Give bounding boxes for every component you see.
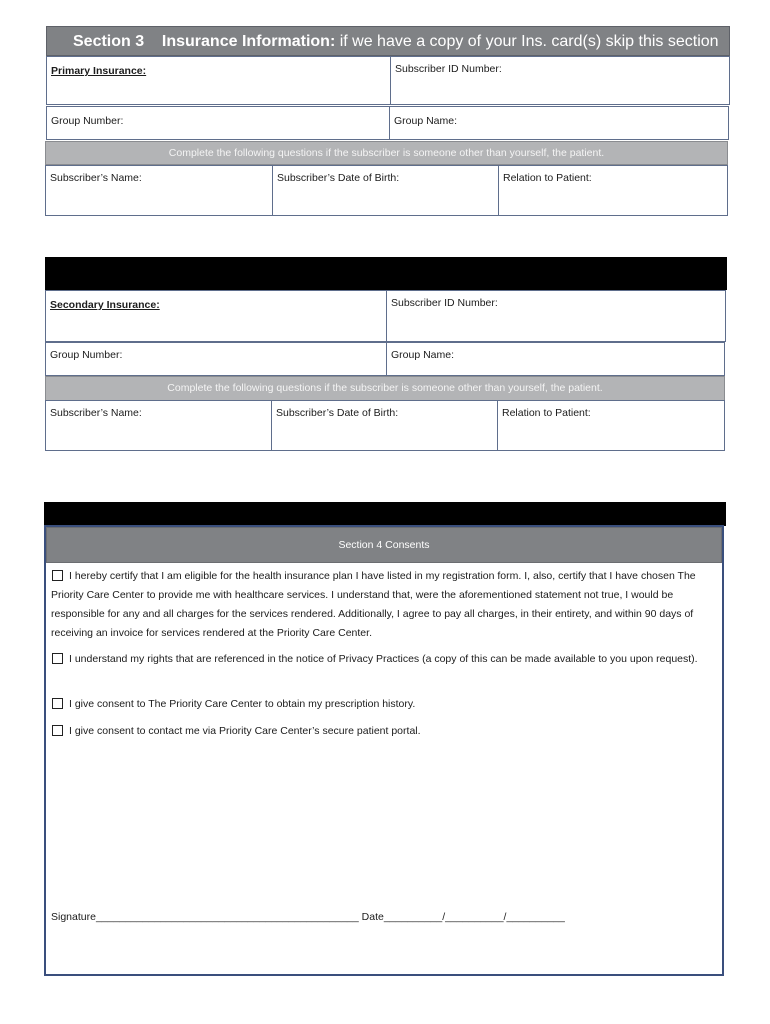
secondary-group-name-field[interactable]: Group Name: (386, 342, 725, 376)
secondary-relation-field[interactable]: Relation to Patient: (497, 400, 725, 451)
consent-checkbox-portal[interactable] (52, 725, 63, 736)
primary-group-number-field[interactable]: Group Number: (46, 106, 390, 140)
consent-item-eligibility (51, 567, 719, 643)
secondary-subscriber-id-field[interactable]: Subscriber ID Number: (386, 290, 726, 342)
consent-checkbox-eligibility[interactable] (52, 570, 63, 581)
secondary-header-bar (45, 257, 727, 290)
section3-header (46, 26, 730, 56)
section4-header-bar (44, 502, 726, 526)
primary-subscriber-dob-field[interactable]: Subscriber’s Date of Birth: (272, 165, 499, 216)
primary-insurance-title: Primary Insurance: (46, 56, 391, 105)
secondary-subscriber-dob-field[interactable]: Subscriber’s Date of Birth: (271, 400, 498, 451)
consent-checkbox-privacy[interactable] (52, 653, 63, 664)
section4-header: Section 4 Consents (46, 527, 722, 563)
primary-subscriber-name-field[interactable]: Subscriber’s Name: (45, 165, 273, 216)
primary-subscriber-note: Complete the following questions if the subscriber is someone other than yourself, the patient. (45, 141, 728, 165)
consent-text-privacy: I understand my rights that are referenced in the notice of Privacy Practices (a copy of this can be made available to you upon request). (69, 653, 698, 665)
secondary-insurance-title: Secondary Insurance: (45, 290, 387, 342)
consent-item-portal (51, 722, 719, 741)
section3-header-bold: Section 3 Insurance Information: (73, 33, 336, 50)
consent-checkbox-prescription[interactable] (52, 698, 63, 709)
secondary-group-number-field[interactable]: Group Number: (45, 342, 387, 376)
primary-relation-field[interactable]: Relation to Patient: (498, 165, 728, 216)
consent-text-portal: I give consent to contact me via Priority Care Center’s secure patient portal. (69, 725, 421, 737)
secondary-subscriber-name-field[interactable]: Subscriber’s Name: (45, 400, 272, 451)
primary-group-name-field[interactable]: Group Name: (389, 106, 729, 140)
section3-header-normal: if we have a copy of your Ins. card(s) skip this section (335, 33, 719, 50)
signature-date-line[interactable]: Signature_____________________________________________ Date__________/__________/__________ (51, 911, 565, 923)
consent-item-privacy (51, 650, 719, 669)
consent-item-prescription (51, 695, 719, 714)
primary-subscriber-id-field[interactable]: Subscriber ID Number: (390, 56, 730, 105)
consent-text-prescription: I give consent to The Priority Care Center to obtain my prescription history. (69, 698, 416, 710)
consent-text-eligibility: I hereby certify that I am eligible for the health insurance plan I have listed in my registration form. I, also, certify that I have chosen The Priority Care Center to provide me with healthcare services. I understand that, were the aforementioned statement not true, I would be responsible for any and all charges for the services rendered. Additionally, I agree to pay all charges, in their entirety, and within 90 days of receiving an invoice for services rendered at the Priority Care Center. (51, 570, 696, 639)
secondary-subscriber-note: Complete the following questions if the subscriber is someone other than yourself, the patient. (45, 376, 725, 401)
